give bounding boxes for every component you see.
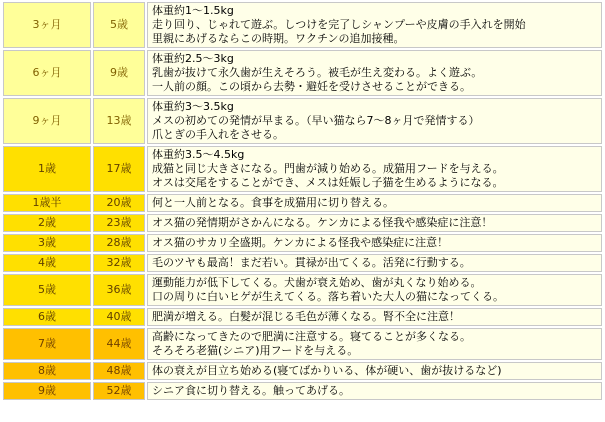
description-cell: [147, 274, 602, 306]
human-age-cell: 44歳: [93, 328, 145, 360]
description-line: 里親にあげるならこの時期。ワクチンの追加接種。: [152, 32, 405, 45]
human-age-cell: 13歳: [93, 98, 145, 144]
table-row: [3, 362, 602, 380]
cat-age-table: [1, 0, 604, 402]
description-line: オスは交尾をすることができ、メスは妊娠し子猫を生めるようになる。: [152, 176, 504, 189]
description-line: 体重約2.5～3kg: [152, 52, 234, 65]
description-cell: [147, 214, 602, 232]
cat-age-cell: 6ヶ月: [3, 50, 91, 96]
cat-age-cell: 8歳: [3, 362, 91, 380]
cat-age-cell: 3ヶ月: [3, 2, 91, 48]
human-age-cell: 40歳: [93, 308, 145, 326]
description-line: そろそろ老猫(シニア)用フードを与える。: [152, 344, 359, 357]
human-age-cell: 32歳: [93, 254, 145, 272]
description-line: メスの初めての発情が早まる。（早い猫なら7～8ヶ月で発情する）: [152, 114, 480, 127]
description-line: 毛のツヤも最高！まだ若い。貫禄が出てくる。活発に行動する。: [152, 256, 471, 269]
cat-age-cell: 5歳: [3, 274, 91, 306]
description-cell: [147, 194, 602, 212]
human-age-cell: 48歳: [93, 362, 145, 380]
description-cell: [147, 362, 602, 380]
human-age-cell: 9歳: [93, 50, 145, 96]
table-row: [3, 234, 602, 252]
cat-age-cell: 1歳半: [3, 194, 91, 212]
description-line: 高齢になってきたので肥満に注意する。寝てることが多くなる。: [152, 330, 471, 343]
human-age-cell: 23歳: [93, 214, 145, 232]
description-cell: [147, 308, 602, 326]
table-row: [3, 254, 602, 272]
description-line: シニア食に切り替える。触ってあげる。: [152, 384, 350, 397]
description-cell: [147, 328, 602, 360]
cat-age-cell: 7歳: [3, 328, 91, 360]
table-row: [3, 214, 602, 232]
description-line: 成猫と同じ大きさになる。門歯が減り始める。成猫用フードを与える。: [152, 162, 504, 175]
cat-age-cell: 2歳: [3, 214, 91, 232]
cat-age-cell: 3歳: [3, 234, 91, 252]
description-line: 体重約3～3.5kg: [152, 100, 234, 113]
description-line: 肥満が増える。白髪が混じる毛色が薄くなる。腎不全に注意！: [152, 310, 460, 323]
description-cell: [147, 146, 602, 192]
description-line: 一人前の顔。この頃から去勢・避妊を受けさせることができる。: [152, 80, 471, 93]
table-row: [3, 146, 602, 192]
description-line: 口の周りに白いヒゲが生えてくる。落ち着いた大人の猫になってくる。: [152, 290, 504, 303]
description-line: 体重約1～1.5kg: [152, 4, 234, 17]
description-line: 爪とぎの手入れをさせる。: [152, 128, 284, 141]
description-line: オス猫の発情期がさかんになる。ケンカによる怪我や感染症に注意！: [152, 216, 493, 229]
description-line: 体重約3.5～4.5kg: [152, 148, 245, 161]
table-row: [3, 2, 602, 48]
description-cell: [147, 98, 602, 144]
table-row: [3, 194, 602, 212]
human-age-cell: 17歳: [93, 146, 145, 192]
table-row: [3, 274, 602, 306]
human-age-cell: 20歳: [93, 194, 145, 212]
description-cell: [147, 382, 602, 400]
description-cell: [147, 2, 602, 48]
table-row: [3, 50, 602, 96]
description-cell: [147, 254, 602, 272]
table-row: [3, 382, 602, 400]
description-line: オス猫のサカリ全盛期。ケンカによる怪我や感染症に注意！: [152, 236, 449, 249]
description-line: 走り回り、じゃれて遊ぶ。しつけを完了しシャンプーや皮膚の手入れを開始: [152, 18, 526, 31]
table-row: [3, 328, 602, 360]
human-age-cell: 36歳: [93, 274, 145, 306]
description-line: 乳歯が抜けて永久歯が生えそろう。被毛が生え変わる。よく遊ぶ。: [152, 66, 483, 79]
human-age-cell: 28歳: [93, 234, 145, 252]
table-row: [3, 308, 602, 326]
description-line: 運動能力が低下してくる。犬歯が衰え始め、歯が丸くなり始める。: [152, 276, 482, 289]
human-age-cell: 52歳: [93, 382, 145, 400]
table-row: [3, 98, 602, 144]
description-line: 何と一人前となる。食事を成猫用に切り替える。: [152, 196, 394, 209]
description-cell: [147, 50, 602, 96]
table-body: [3, 2, 602, 400]
cat-age-cell: 6歳: [3, 308, 91, 326]
cat-age-cell: 9歳: [3, 382, 91, 400]
description-line: 体の衰えが目立ち始める(寝てばかりいる、体が硬い、歯が抜けるなど): [152, 364, 502, 377]
human-age-cell: 5歳: [93, 2, 145, 48]
description-cell: [147, 234, 602, 252]
cat-age-cell: 4歳: [3, 254, 91, 272]
cat-age-cell: 1歳: [3, 146, 91, 192]
cat-age-cell: 9ヶ月: [3, 98, 91, 144]
